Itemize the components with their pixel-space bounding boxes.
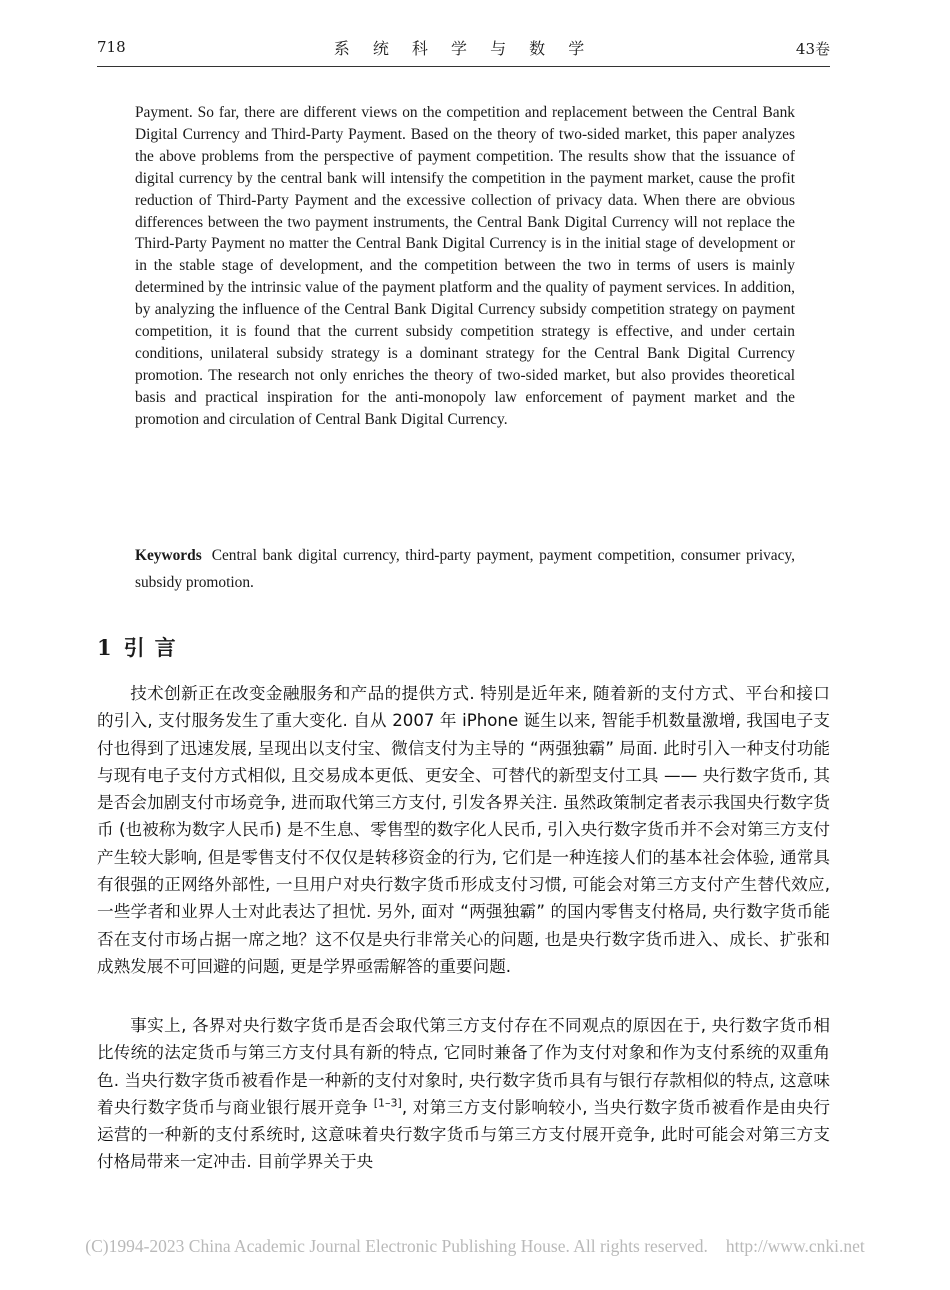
cnki-url-link[interactable]: http://www.cnki.net [725, 1236, 865, 1256]
keywords-block [135, 542, 795, 596]
volume-label: 43卷 [795, 40, 830, 58]
page-footer [0, 1236, 950, 1257]
paragraph-2-text-a: 事实上, 各界对央行数字货币是否会取代第三方支付存在不同观点的原因在于, 央行数字货币相比传统的法定货币与第三方支付具有新的特点, 它同时兼备了作为支付对象和作为支付系统的双重角色. 当央行数字货币被看作是一种新的支付对象时, 央行数字货币具有与银行存款相似的特点, 这意味着央行数字货币与商业银行展开竞争 [97, 1016, 830, 1117]
running-header [97, 36, 830, 67]
section-heading [97, 632, 186, 662]
paragraph-2-text-b: , 对第三方支付影响较小, 当央行数字货币被看作是由央行运营的一种新的支付系统时, 这意味着央行数字货币与第三方支付展开竞争, 此时可能会对第三方支付格局带来一定冲击. 目前学界关于央 [97, 1097, 830, 1172]
page-number: 718 [97, 38, 126, 56]
abstract-text: Payment. So far, there are different views on the competition and replacement between the Central Bank Digital Currency and Third-Party Payment. Based on the theory of two-sided market, this paper analyzes the above problems from the perspective of payment competition. The results show that the issuance of digital currency by the central bank will intensify the competition in the payment market, cause the profit reduction of Third-Party Payment and the excessive collection of privacy data. When there are obvious differences between the two payment instruments, the Central Bank Digital Currency will not replace the Third-Party Payment no matter the Central Bank Digital Currency is in the initial stage of development or in the stable stage of development, and the competition between the two in terms of users is mainly determined by the intrinsic value of the payment platform and the quality of payment services. In addition, by analyzing the influence of the Central Bank Digital Currency subsidy competition strategy on payment competition, it is found that the current subsidy competition strategy is effective, and under certain conditions, unilateral subsidy strategy is a dominant strategy for the Central Bank Digital Currency promotion. The research not only enriches the theory of two-sided market, but also provides theoretical basis and practical inspiration for the anti-monopoly law enforcement of payment market and the promotion and circulation of Central Bank Digital Currency. [135, 104, 795, 428]
body-paragraph-1: 技术创新正在改变金融服务和产品的提供方式. 特别是近年来, 随着新的支付方式、平台和接口的引入, 支付服务发生了重大变化. 自从 2007 年 iPhone 诞生以来, 智能手机数量激增, 我国电子支付也得到了迅速发展, 呈现出以支付宝、微信支付为主导的 “两强独霸” 局面. 此时引入一种支付功能与现有电子支付方式相似, 且交易成本更低、更安全、可替代的新型支付工具 —— 央行数字货币, 其是否会加剧支付市场竞争, 进而取代第三方支付, 引发各界关注. 虽然政策制定者表示我国央行数字货币 (也被称为数字人民币) 是不生息、零售型的数字化人民币, 引入央行数字货币并不会对第三方支付产生较大影响, 但是零售支付不仅仅是转移资金的行为, 它们是一种连接人们的基本社会体验, 通常具有很强的正网络外部性, 一旦用户对央行数字货币形成支付习惯, 可能会对第三方支付产生替代效应, 一些学者和业界人士对此表达了担忧. 另外, 面对 “两强独霸” 的国内零售支付格局, 央行数字货币能否在支付市场占据一席之地？这不仅是央行非常关心的问题, 也是央行数字货币进入、成长、扩张和成熟发展不可回避的问题, 更是学界亟需解答的重要问题. [97, 684, 830, 976]
copyright-text: (C)1994-2023 China Academic Journal Electronic Publishing House. All rights reserved. [85, 1236, 708, 1256]
keywords-text: Central bank digital currency, third-party payment, payment competition, consumer privacy, subsidy promotion. [135, 547, 795, 591]
body-paragraph-2 [97, 1012, 830, 1176]
section-title: 引言 [123, 635, 186, 660]
citation-1-3[interactable]: [1–3] [373, 1096, 402, 1110]
section-number: 1 [97, 635, 112, 660]
journal-title: 系 统 科 学 与 数 学 [333, 39, 594, 58]
keywords-label: Keywords [135, 547, 202, 564]
